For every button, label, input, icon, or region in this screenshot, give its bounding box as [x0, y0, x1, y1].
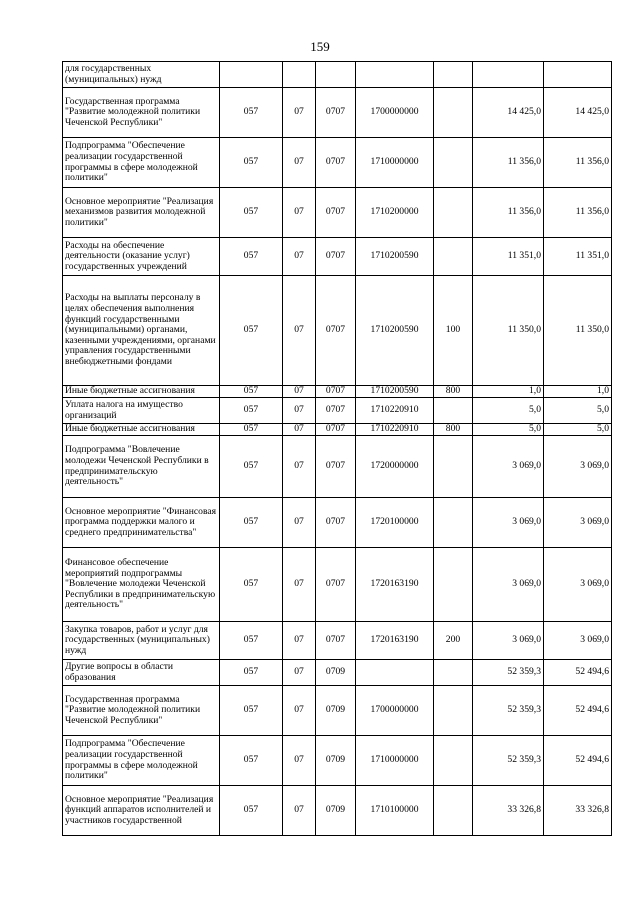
- table-row: [63, 736, 612, 786]
- cell-sum-2: 3 069,0: [544, 548, 612, 622]
- cell-sum-2: 5,0: [544, 424, 612, 436]
- cell-csr: 1710200590: [356, 386, 434, 398]
- cell-vr: 800: [434, 424, 473, 436]
- cell-sum-2: 33 326,8: [544, 786, 612, 836]
- cell-ved: 057: [220, 238, 283, 276]
- cell-rz: 07: [283, 238, 316, 276]
- budget-table: [62, 61, 612, 836]
- cell-sum-1: 3 069,0: [473, 548, 544, 622]
- cell-vr: 800: [434, 386, 473, 398]
- cell-ved: 057: [220, 138, 283, 188]
- table-row: [63, 498, 612, 548]
- table-row: [63, 62, 612, 88]
- cell-csr: 1720000000: [356, 436, 434, 498]
- cell-csr: 1710200590: [356, 276, 434, 386]
- cell-rz: 07: [283, 188, 316, 238]
- cell-rz: [283, 62, 316, 88]
- cell-vr: 200: [434, 622, 473, 660]
- cell-sum-2: 52 494,6: [544, 686, 612, 736]
- cell-sum-1: [473, 62, 544, 88]
- cell-pr: 0709: [316, 736, 356, 786]
- cell-pr: 0707: [316, 386, 356, 398]
- cell-ved: 057: [220, 424, 283, 436]
- row-name: Расходы на выплаты персоналу в целях обеспечения выполнения функций государственными (муниципальными) органами, казенными учреждениями, органами управления государственными внебюджетными фондами: [63, 276, 220, 386]
- cell-ved: 057: [220, 498, 283, 548]
- table-row: [63, 188, 612, 238]
- cell-csr: 1710000000: [356, 736, 434, 786]
- row-name: Основное мероприятие "Реализация механизмов развития молодежной политики": [63, 188, 220, 238]
- cell-ved: 057: [220, 786, 283, 836]
- cell-csr: 1710000000: [356, 138, 434, 188]
- cell-vr: [434, 686, 473, 736]
- table-row: [63, 660, 612, 686]
- cell-sum-1: 33 326,8: [473, 786, 544, 836]
- cell-sum-2: 5,0: [544, 398, 612, 424]
- row-name: Государственная программа "Развитие молодежной политики Чеченской Республики": [63, 88, 220, 138]
- cell-pr: 0707: [316, 88, 356, 138]
- cell-vr: [434, 238, 473, 276]
- table-row: [63, 238, 612, 276]
- cell-rz: 07: [283, 660, 316, 686]
- row-name: Уплата налога на имущество организаций: [63, 398, 220, 424]
- cell-ved: 057: [220, 436, 283, 498]
- row-name: Подпрограмма "Вовлечение молодежи Чеченской Республики в предпринимательскую деятельность": [63, 436, 220, 498]
- cell-vr: [434, 786, 473, 836]
- table-row: [63, 276, 612, 386]
- table-row: [63, 622, 612, 660]
- table-row: [63, 548, 612, 622]
- cell-csr: 1720163190: [356, 548, 434, 622]
- cell-sum-1: 3 069,0: [473, 436, 544, 498]
- cell-rz: 07: [283, 786, 316, 836]
- cell-sum-2: 52 494,6: [544, 660, 612, 686]
- table-row: [63, 786, 612, 836]
- cell-vr: [434, 736, 473, 786]
- cell-sum-1: 3 069,0: [473, 622, 544, 660]
- row-name: Основное мероприятие "Финансовая программа поддержки малого и среднего предпринимательства": [63, 498, 220, 548]
- row-name: Основное мероприятие "Реализация функций аппаратов исполнителей и участников государственной: [63, 786, 220, 836]
- cell-vr: [434, 548, 473, 622]
- cell-sum-2: 11 350,0: [544, 276, 612, 386]
- cell-csr: 1710220910: [356, 424, 434, 436]
- cell-vr: [434, 188, 473, 238]
- cell-sum-1: 5,0: [473, 424, 544, 436]
- cell-pr: 0707: [316, 188, 356, 238]
- cell-rz: 07: [283, 138, 316, 188]
- cell-ved: 057: [220, 736, 283, 786]
- cell-ved: 057: [220, 88, 283, 138]
- table-row: [63, 424, 612, 436]
- row-name: Расходы на обеспечение деятельности (оказание услуг) государственных учреждений: [63, 238, 220, 276]
- cell-sum-1: 1,0: [473, 386, 544, 398]
- cell-ved: 057: [220, 188, 283, 238]
- row-name: Иные бюджетные ассигнования: [63, 386, 220, 398]
- cell-sum-2: 3 069,0: [544, 622, 612, 660]
- cell-vr: 100: [434, 276, 473, 386]
- row-name: Закупка товаров, работ и услуг для государственных (муниципальных) нужд: [63, 622, 220, 660]
- row-name: для государственных (муниципальных) нужд: [63, 62, 220, 88]
- cell-ved: 057: [220, 276, 283, 386]
- cell-sum-2: 1,0: [544, 386, 612, 398]
- cell-pr: 0707: [316, 238, 356, 276]
- cell-sum-1: 3 069,0: [473, 498, 544, 548]
- cell-rz: 07: [283, 424, 316, 436]
- cell-sum-1: 11 350,0: [473, 276, 544, 386]
- cell-pr: 0707: [316, 138, 356, 188]
- cell-rz: 07: [283, 398, 316, 424]
- cell-csr: [356, 62, 434, 88]
- cell-csr: 1700000000: [356, 88, 434, 138]
- cell-pr: 0709: [316, 786, 356, 836]
- cell-vr: [434, 62, 473, 88]
- cell-pr: 0707: [316, 548, 356, 622]
- cell-sum-1: 52 359,3: [473, 660, 544, 686]
- cell-vr: [434, 398, 473, 424]
- cell-rz: 07: [283, 386, 316, 398]
- cell-csr: 1720100000: [356, 498, 434, 548]
- table-row: [63, 686, 612, 736]
- cell-pr: 0707: [316, 424, 356, 436]
- cell-ved: 057: [220, 660, 283, 686]
- cell-sum-1: 11 351,0: [473, 238, 544, 276]
- cell-rz: 07: [283, 736, 316, 786]
- cell-sum-2: 14 425,0: [544, 88, 612, 138]
- cell-pr: 0709: [316, 660, 356, 686]
- cell-vr: [434, 436, 473, 498]
- row-name: Иные бюджетные ассигнования: [63, 424, 220, 436]
- cell-sum-1: 52 359,3: [473, 736, 544, 786]
- cell-rz: 07: [283, 436, 316, 498]
- cell-csr: 1720163190: [356, 622, 434, 660]
- cell-vr: [434, 138, 473, 188]
- cell-vr: [434, 498, 473, 548]
- cell-vr: [434, 660, 473, 686]
- cell-csr: 1700000000: [356, 686, 434, 736]
- row-name: Подпрограмма "Обеспечение реализации государственной программы в сфере молодежной политики": [63, 138, 220, 188]
- cell-sum-1: 11 356,0: [473, 138, 544, 188]
- cell-rz: 07: [283, 498, 316, 548]
- page-number: 159: [310, 39, 330, 54]
- cell-csr: 1710200000: [356, 188, 434, 238]
- cell-pr: 0707: [316, 436, 356, 498]
- cell-pr: 0709: [316, 686, 356, 736]
- cell-sum-1: 14 425,0: [473, 88, 544, 138]
- cell-rz: 07: [283, 88, 316, 138]
- cell-pr: [316, 62, 356, 88]
- cell-pr: 0707: [316, 498, 356, 548]
- row-name: Подпрограмма "Обеспечение реализации государственной программы в сфере молодежной политики": [63, 736, 220, 786]
- table-body: [63, 62, 612, 836]
- row-name: Государственная программа "Развитие молодежной политики Чеченской Республики": [63, 686, 220, 736]
- cell-pr: 0707: [316, 398, 356, 424]
- table-row: [63, 88, 612, 138]
- cell-sum-2: 11 351,0: [544, 238, 612, 276]
- cell-sum-2: 3 069,0: [544, 436, 612, 498]
- cell-rz: 07: [283, 622, 316, 660]
- cell-ved: [220, 62, 283, 88]
- cell-sum-1: 11 356,0: [473, 188, 544, 238]
- cell-ved: 057: [220, 548, 283, 622]
- cell-csr: 1710200590: [356, 238, 434, 276]
- cell-sum-2: 11 356,0: [544, 188, 612, 238]
- row-name: Финансовое обеспечение мероприятий подпрограммы "Вовлечение молодежи Чеченской Республики в предпринимательскую деятельность": [63, 548, 220, 622]
- cell-sum-1: 52 359,3: [473, 686, 544, 736]
- cell-sum-2: 52 494,6: [544, 736, 612, 786]
- table-row: [63, 386, 612, 398]
- row-name: Другие вопросы в области образования: [63, 660, 220, 686]
- cell-rz: 07: [283, 548, 316, 622]
- cell-csr: 1710220910: [356, 398, 434, 424]
- table-row: [63, 436, 612, 498]
- cell-sum-2: 11 356,0: [544, 138, 612, 188]
- cell-sum-2: 3 069,0: [544, 498, 612, 548]
- cell-sum-1: 5,0: [473, 398, 544, 424]
- cell-ved: 057: [220, 398, 283, 424]
- cell-rz: 07: [283, 276, 316, 386]
- table-row: [63, 138, 612, 188]
- table-row: [63, 398, 612, 424]
- cell-vr: [434, 88, 473, 138]
- cell-csr: 1710100000: [356, 786, 434, 836]
- cell-csr: [356, 660, 434, 686]
- cell-ved: 057: [220, 686, 283, 736]
- cell-sum-2: [544, 62, 612, 88]
- cell-ved: 057: [220, 386, 283, 398]
- cell-pr: 0707: [316, 622, 356, 660]
- cell-pr: 0707: [316, 276, 356, 386]
- cell-ved: 057: [220, 622, 283, 660]
- cell-rz: 07: [283, 686, 316, 736]
